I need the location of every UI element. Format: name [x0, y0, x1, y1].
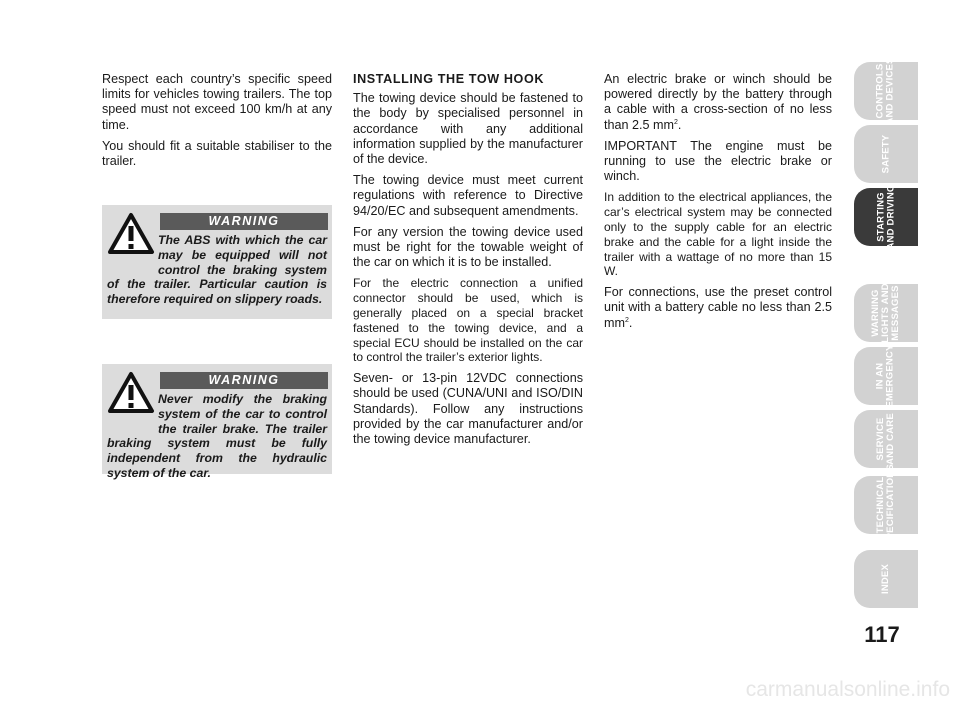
paragraph-important: IMPORTANT The engine must be running to use the electric brake or winch.: [604, 138, 832, 184]
warning-text-braking-content: Never modify the braking system of the car to control the trailer brake. The trailer braking system must be fully independent from the hydraulic system of the car.: [107, 392, 327, 480]
tab-service-and-care[interactable]: [854, 410, 918, 468]
paragraph-pin-connections: Seven- or 13-pin 12VDC connections should be used (CUNA/UNI and ISO/DIN Standards). Follow any instructions provided by the car manufacturer and/or the towing device manufacturer.: [353, 371, 583, 447]
tab-in-an-emergency[interactable]: [854, 344, 918, 408]
text: An electric brake or winch should be powered directly by the battery through a cable with a cross-section of no less than 2.5 mm: [604, 72, 832, 132]
tab-label: SERVICE AND CARE: [875, 413, 896, 465]
paragraph-connections: [604, 285, 832, 331]
tab-controls-and-devices[interactable]: [854, 57, 918, 125]
right-column: [604, 72, 832, 337]
tab-label: INDEX: [879, 563, 891, 595]
paragraph-electric-brake: [604, 72, 832, 133]
middle-column: [353, 72, 583, 453]
warning-box-abs: [102, 205, 332, 319]
left-column: [102, 72, 332, 175]
paragraph-regulations: The towing device must meet current regulations with reference to Directive 94/20/EC and subsequent amendments.: [353, 173, 583, 218]
warning-text-braking: [107, 392, 327, 481]
warning-box-braking: [102, 364, 332, 480]
paragraph-towable-weight: For any version the towing device used must be right for the towable weight of the car on which it is to be installed.: [353, 224, 583, 270]
page-number: 117: [864, 622, 900, 647]
superscript: 2: [624, 316, 629, 324]
warning-label: WARNING: [160, 213, 328, 230]
paragraph-electrical-system: In addition to the electrical appliances, the car’s electrical system may be connected only to the supply cable for an electric brake and the cable for a light inside the trailer with a wattage of no more than 15 W.: [604, 190, 832, 279]
tab-label: CONTROLS AND DEVICES: [875, 57, 897, 125]
paragraph-fastening: The towing device should be fastened to the body by specialised personnel in accordance with any additional information supplied by the manufacturer of the device.: [353, 91, 583, 167]
warning-label: WARNING: [160, 372, 328, 389]
text: .: [677, 117, 682, 132]
text: .: [628, 315, 633, 330]
paragraph-speed-limits: Respect each country’s specific speed limits for vehicles towing trailers. The top speed must not exceed 100 km/h at any time.: [102, 72, 332, 132]
tab-label: IN AN EMERGENCY: [875, 344, 896, 408]
paragraph-electric-connection: For the electric connection a unified connector should be used, which is generally placed on a special bracket fastened to the towing device, and a special ECU should be installed on the car to control the trailer’s exterior lights.: [353, 276, 583, 365]
tab-safety[interactable]: [854, 125, 918, 183]
superscript: 2: [674, 118, 678, 126]
tab-warning-lights-and-messages[interactable]: [854, 284, 918, 342]
text: For connections, use the preset control unit with a battery cable no less than 2.5 mm: [604, 285, 832, 330]
tab-index[interactable]: [854, 550, 918, 608]
tab-label: STARTING AND DRIVING: [875, 184, 897, 250]
tab-label: WARNING LIGHTS AND MESSAGES: [869, 283, 901, 343]
warning-text-abs: [107, 233, 327, 307]
warning-text-abs-content: The ABS with which the car may be equipped will not control the braking system of the trailer. Particular caution is therefore required on slippery roads.: [107, 233, 327, 307]
tab-label: SAFETY: [880, 134, 891, 174]
tab-starting-and-driving[interactable]: [854, 184, 918, 250]
tab-label: TECHNICAL SPECIFICATIONS: [875, 464, 897, 546]
watermark: carmanualsonline.info: [745, 678, 950, 701]
section-heading: INSTALLING THE TOW HOOK: [353, 72, 545, 86]
tab-technical-specifications[interactable]: [854, 464, 918, 546]
paragraph-stabiliser: You should fit a suitable stabiliser to the trailer.: [102, 138, 332, 169]
